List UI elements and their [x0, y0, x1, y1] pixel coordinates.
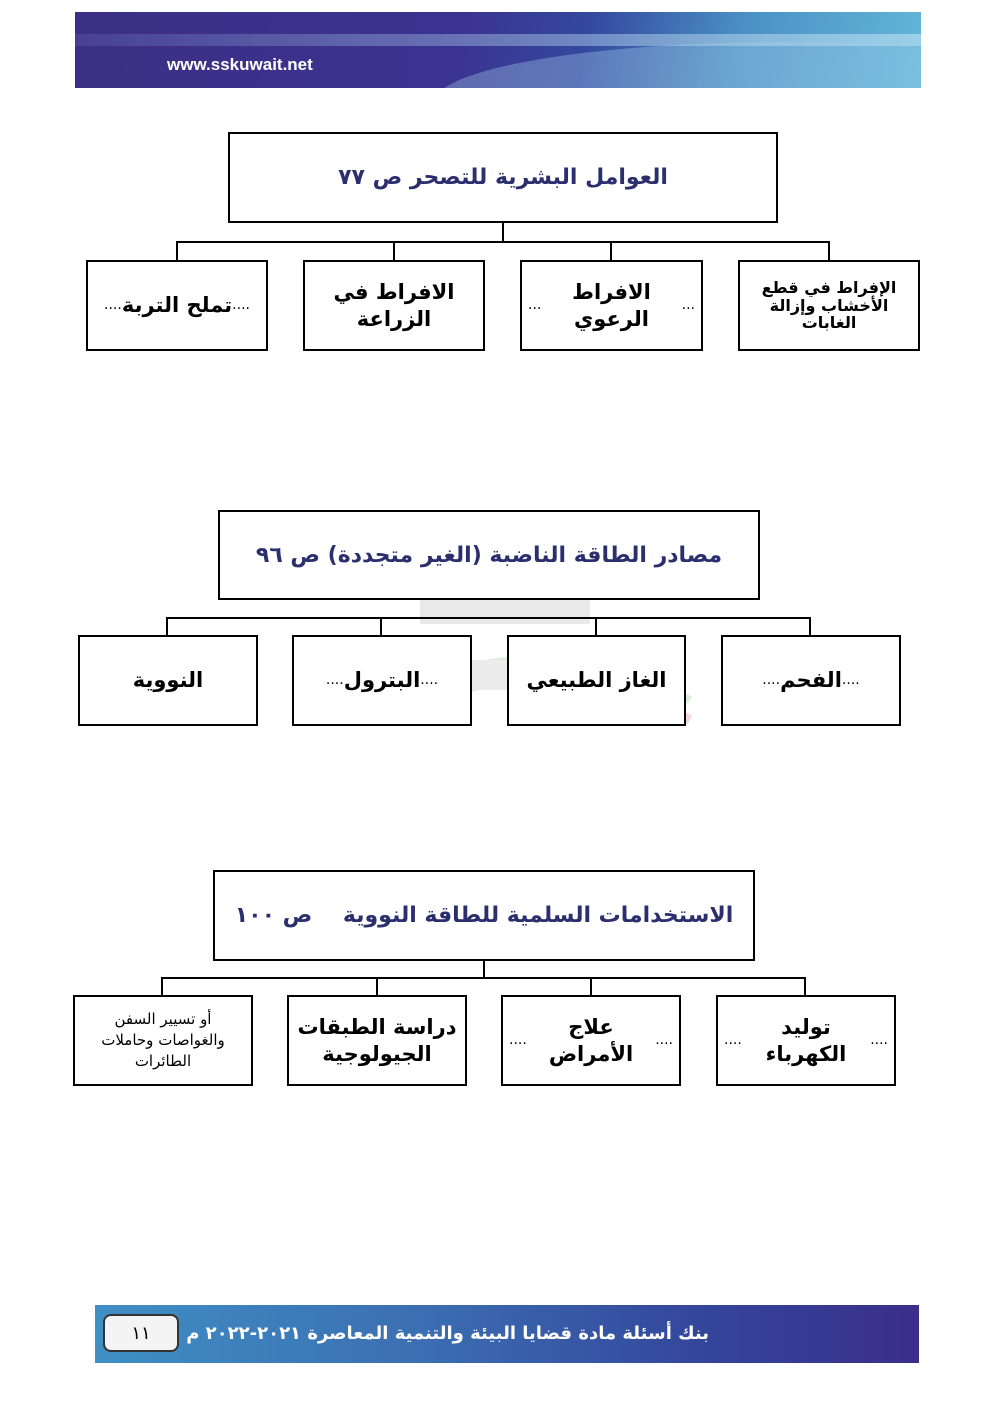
footer-banner — [95, 1305, 919, 1363]
chart3-connector — [590, 977, 592, 996]
chart3-connector — [161, 977, 806, 979]
page-number: ١١ — [131, 1322, 151, 1344]
chart1-leaf-soil-salinity — [86, 260, 268, 351]
leaf-label: دراسة الطبقات الجيولوجية — [297, 1015, 457, 1066]
chart2-connector — [166, 617, 168, 636]
chart1-connector — [828, 241, 830, 261]
leaf-label: أو تسيير السفن والغواصات وحاملات الطائرات — [101, 1010, 225, 1070]
leaf-label: الإفراط في قطع الأخشاب وإزالة الغابات — [761, 278, 897, 333]
chart3-leaf-electricity — [716, 995, 896, 1086]
chart1-connector — [502, 223, 504, 242]
chart2-connector — [595, 617, 597, 636]
leaf-label: الفحم — [780, 668, 842, 693]
chart2-leaf-natural-gas — [507, 635, 686, 726]
chart3-connector — [804, 977, 806, 996]
chart2-connector — [809, 617, 811, 636]
leaf-label: الغاز الطبيعي — [526, 668, 667, 693]
chart1-leaf-overgrazing — [520, 260, 703, 351]
chart3-connector — [161, 977, 163, 996]
leaf-label: الافراط في الزراعة — [333, 280, 455, 331]
leaf-label: تملح التربة — [121, 293, 233, 318]
leaf-label: النووية — [132, 668, 204, 693]
site-url[interactable]: www.sskuwait.net — [167, 55, 313, 74]
chart3-title: الاستخدامات السلمية للطاقة النووية ص ١٠٠ — [234, 903, 734, 928]
header-swoosh — [435, 42, 921, 88]
leaf-dots: .... — [655, 1031, 673, 1048]
chart3-leaf-medical — [501, 995, 681, 1086]
chart1-connector — [176, 241, 178, 261]
footer-title: بنك أسئلة مادة قضايا البيئة والتنمية المعاصرة ٢٠٢١-٢٠٢٢ م — [186, 1323, 709, 1344]
leaf-dots: .... — [509, 1031, 527, 1048]
header-banner — [75, 12, 921, 88]
leaf-label: الافراط الرعوي — [572, 280, 651, 331]
leaf-dots: .... — [870, 1031, 888, 1048]
page-number-box — [103, 1314, 179, 1352]
chart3-leaf-geology — [287, 995, 467, 1086]
leaf-dots: .... — [232, 296, 250, 313]
chart3-connector — [483, 961, 485, 978]
leaf-dots: .... — [724, 1031, 742, 1048]
chart1-connector — [610, 241, 612, 261]
chart1-leaf-logging — [738, 260, 920, 351]
chart1-title-box — [228, 132, 778, 223]
leaf-label: علاج الأمراض — [548, 1015, 634, 1066]
chart2-title: مصادر الطاقة الناضبة (الغير متجددة) ص ٩٦ — [255, 542, 723, 568]
leaf-label: البترول — [343, 668, 421, 693]
leaf-dots: .... — [104, 296, 122, 313]
leaf-label: توليد الكهرباء — [765, 1015, 847, 1066]
chart1-title: العوامل البشرية للتصحر ص ٧٧ — [338, 165, 668, 190]
leaf-dots: ... — [528, 296, 542, 313]
leaf-dots: .... — [325, 671, 344, 688]
chart2-leaf-nuclear — [78, 635, 258, 726]
leaf-dots: ... — [681, 296, 695, 313]
leaf-dots: .... — [762, 671, 781, 688]
chart3-leaf-ships — [73, 995, 253, 1086]
chart2-connector — [380, 617, 382, 636]
chart1-connector — [393, 241, 395, 261]
chart2-leaf-coal — [721, 635, 901, 726]
chart1-connector — [176, 241, 830, 243]
chart3-title-box — [213, 870, 755, 961]
chart2-connector — [166, 617, 811, 619]
chart1-leaf-overfarming — [303, 260, 485, 351]
leaf-dots: .... — [841, 671, 860, 688]
chart2-leaf-petroleum — [292, 635, 472, 726]
chart3-connector — [376, 977, 378, 996]
leaf-dots: .... — [420, 671, 439, 688]
chart2-title-box — [218, 510, 760, 600]
